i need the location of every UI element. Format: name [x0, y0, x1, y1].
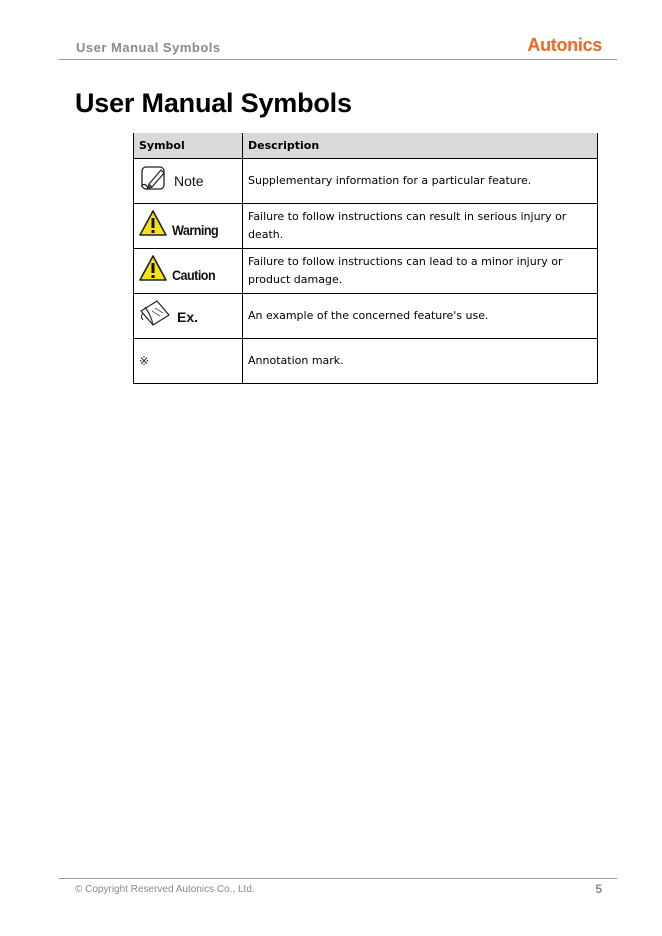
table-row	[134, 339, 598, 384]
page-header	[59, 34, 617, 60]
copyright-text: © Copyright Reserved Autonics Co., Ltd.	[75, 884, 255, 895]
page-footer	[59, 878, 617, 896]
description-cell: Supplementary information for a particular feature.	[243, 159, 598, 204]
header-title: User Manual Symbols	[76, 40, 221, 55]
symbol-cell	[134, 249, 243, 294]
description-cell: An example of the concerned feature's use.	[243, 294, 598, 339]
table-row	[134, 249, 598, 294]
table-header-row	[134, 133, 598, 159]
annotation-mark: ※	[139, 353, 150, 368]
symbol-cell	[134, 294, 243, 339]
note-pencil-icon	[139, 164, 169, 198]
warning-triangle-icon	[139, 209, 167, 243]
page-title: User Manual Symbols	[75, 88, 352, 118]
table-row	[134, 159, 598, 204]
page-number: 5	[595, 882, 602, 896]
caution-triangle-icon	[139, 254, 167, 288]
column-header-description: Description	[243, 133, 598, 159]
symbol-cell	[134, 159, 243, 204]
symbol-cell	[134, 339, 243, 384]
column-header-symbol: Symbol	[134, 133, 243, 159]
description-cell: Annotation mark.	[243, 339, 598, 384]
description-cell: Failure to follow instructions can lead to a minor injury or product damage.	[243, 249, 598, 294]
table-row	[134, 294, 598, 339]
symbol-cell	[134, 204, 243, 249]
description-cell: Failure to follow instructions can result in serious injury or death.	[243, 204, 598, 249]
example-book-icon	[139, 299, 171, 333]
symbol-label-caution: Caution	[172, 267, 216, 283]
table-row	[134, 204, 598, 249]
symbol-label-warning: Warning	[172, 222, 219, 238]
symbol-label-example: Ex.	[177, 309, 199, 325]
symbol-label-note: Note	[174, 173, 204, 189]
symbols-table	[133, 133, 598, 384]
brand-logo: Autonics	[527, 35, 602, 55]
